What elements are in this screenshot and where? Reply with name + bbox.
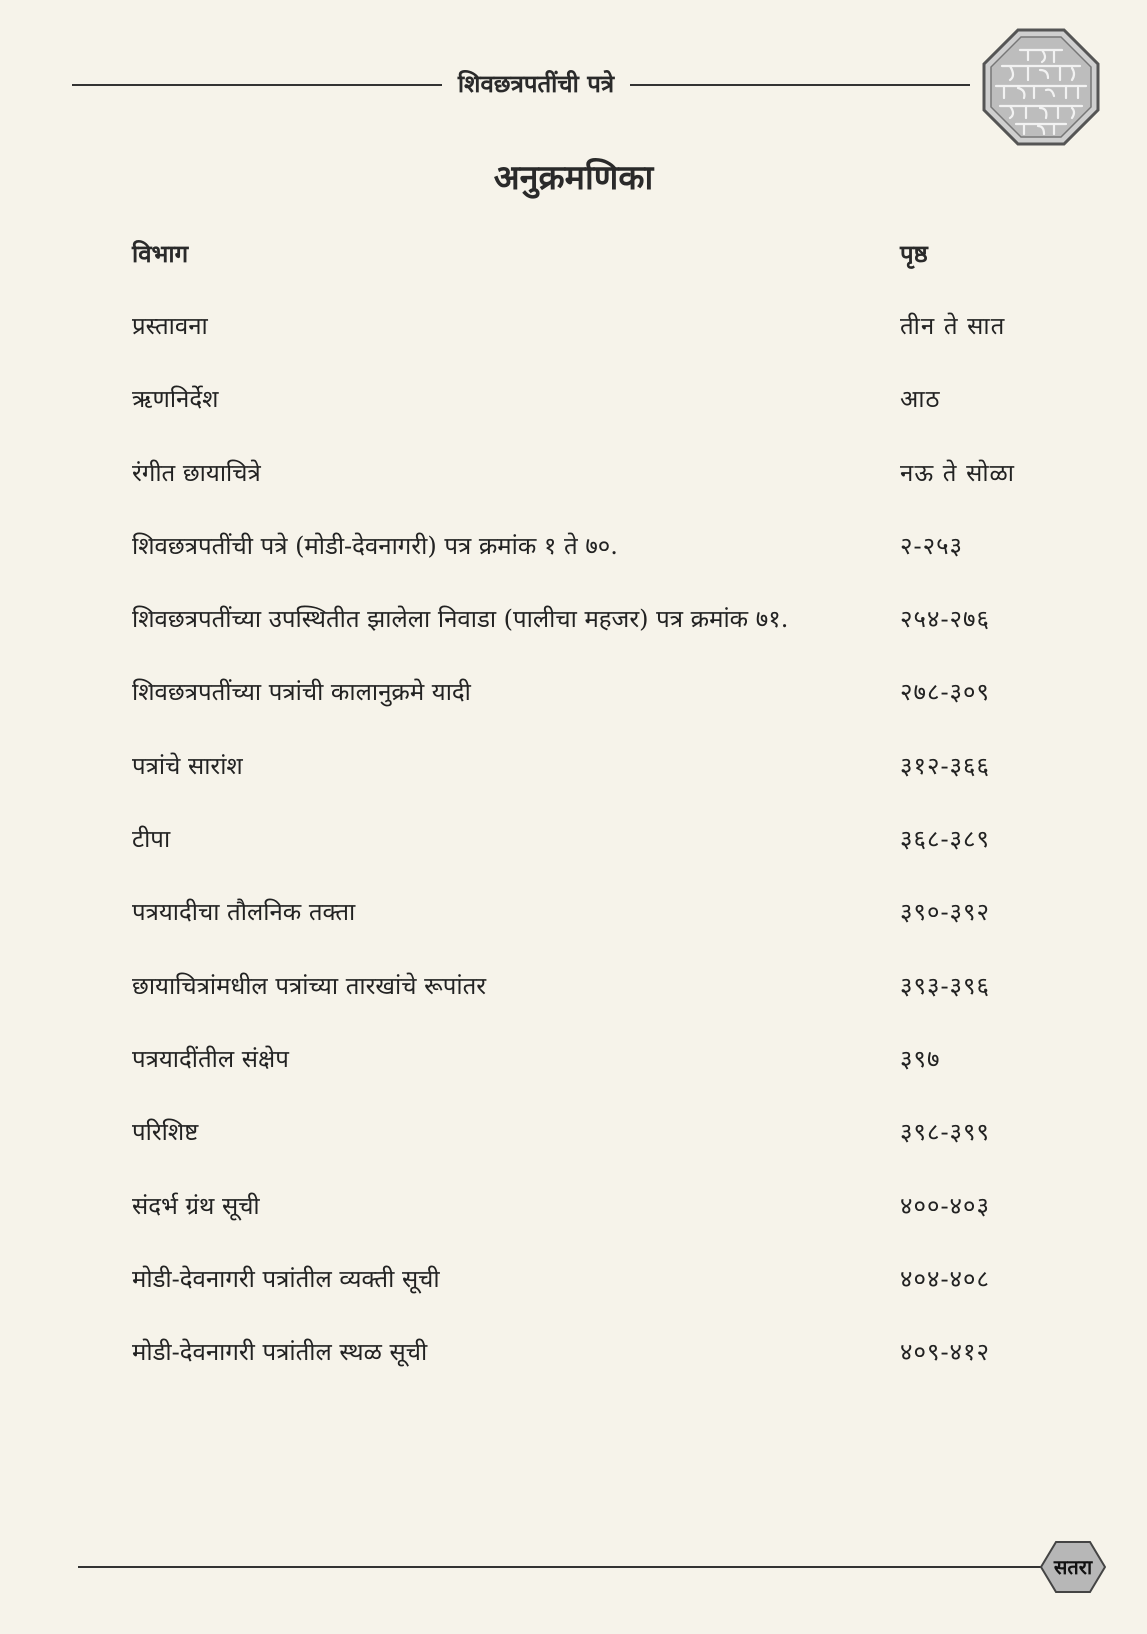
- toc-entry-pages: २५४-२७६: [900, 605, 990, 634]
- toc-row: [132, 526, 1012, 599]
- toc-entry-pages: ४०४-४०८: [900, 1264, 990, 1293]
- toc-row: [132, 599, 1012, 672]
- footer-rule: [78, 1566, 1078, 1568]
- header-rule-left: [72, 84, 442, 86]
- toc-entry-title: छायाचित्रांमधील पत्रांच्या तारखांचे रूपांतर: [132, 971, 487, 1000]
- toc-entry-title: मोडी-देवनागरी पत्रांतील स्थळ सूची: [132, 1338, 428, 1367]
- toc-entry-title: परिशिष्ट: [132, 1118, 199, 1147]
- toc-entry-pages: आठ: [900, 385, 941, 414]
- toc-row: [132, 892, 1012, 965]
- toc-entry-title: पत्रयादींतील संक्षेप: [132, 1044, 289, 1073]
- toc-row: [132, 1259, 1012, 1332]
- toc-entry-pages: नऊ ते सोळा: [900, 458, 1015, 487]
- toc-entry-title: संदर्भ ग्रंथ सूची: [132, 1191, 260, 1220]
- toc-entry-pages: २७८-३०९: [900, 678, 990, 707]
- toc-entry-title: शिवछत्रपतींच्या उपस्थितीत झालेला निवाडा (पालीचा महजर) पत्र क्रमांक ७१.: [132, 605, 789, 634]
- toc-entry-title: टीपा: [132, 825, 171, 854]
- toc-entry-title: पत्रयादीचा तौलनिक तक्ता: [132, 898, 356, 927]
- header-rule-right: [630, 84, 970, 86]
- toc-entry-pages: ४०९-४१२: [900, 1338, 990, 1367]
- toc-entry-pages: ३९०-३९२: [900, 898, 990, 927]
- page-number-badge: [1040, 1541, 1106, 1593]
- toc-entry-title: ऋणनिर्देश: [132, 385, 219, 414]
- toc-row: [132, 746, 1012, 819]
- royal-seal-octagon: [980, 26, 1102, 148]
- column-header-page: पृष्ठ: [900, 240, 928, 268]
- toc-entry-pages: ४००-४०३: [900, 1191, 990, 1220]
- toc-entry-title: शिवछत्रपतींच्या पत्रांची कालानुक्रमे यादी: [132, 678, 471, 707]
- toc-entry-title: रंगीत छायाचित्रे: [132, 458, 261, 487]
- toc-entry-pages: ३९३-३९६: [900, 971, 990, 1000]
- toc-row: [132, 966, 1012, 1039]
- toc-entry-title: शिवछत्रपतींची पत्रे (मोडी-देवनागरी) पत्र क्रमांक १ ते ७०.: [132, 531, 618, 560]
- toc-row: [132, 1112, 1012, 1185]
- toc-entry-title: मोडी-देवनागरी पत्रांतील व्यक्ती सूची: [132, 1264, 440, 1293]
- column-header-section: विभाग: [132, 240, 189, 268]
- toc-entry-pages: ३९७: [900, 1044, 941, 1073]
- toc-row: [132, 819, 1012, 892]
- table-of-contents: [132, 306, 1015, 1405]
- royal-seal-image: [980, 26, 1102, 148]
- toc-row: [132, 672, 1012, 745]
- toc-row: [132, 453, 1015, 526]
- running-header-title: शिवछत्रपतींची पत्रे: [457, 70, 615, 98]
- toc-row: [132, 1186, 1012, 1259]
- page-number: सतरा: [1053, 1555, 1093, 1579]
- toc-entry-title: पत्रांचे सारांश: [132, 751, 243, 780]
- toc-entry-pages: ३६८-३८९: [900, 825, 990, 854]
- toc-row: [132, 1039, 1012, 1112]
- toc-row: [132, 379, 1012, 452]
- page-title: अनुक्रमणिका: [493, 158, 654, 198]
- toc-entry-pages: ३९८-३९९: [900, 1118, 990, 1147]
- toc-entry-title: प्रस्तावना: [132, 312, 208, 340]
- toc-entry-pages: २-२५३: [900, 531, 964, 560]
- toc-entry-pages: तीन ते सात: [900, 312, 1006, 340]
- toc-row: [132, 306, 1012, 379]
- toc-entry-pages: ३१२-३६६: [900, 751, 990, 780]
- toc-row: [132, 1332, 1012, 1405]
